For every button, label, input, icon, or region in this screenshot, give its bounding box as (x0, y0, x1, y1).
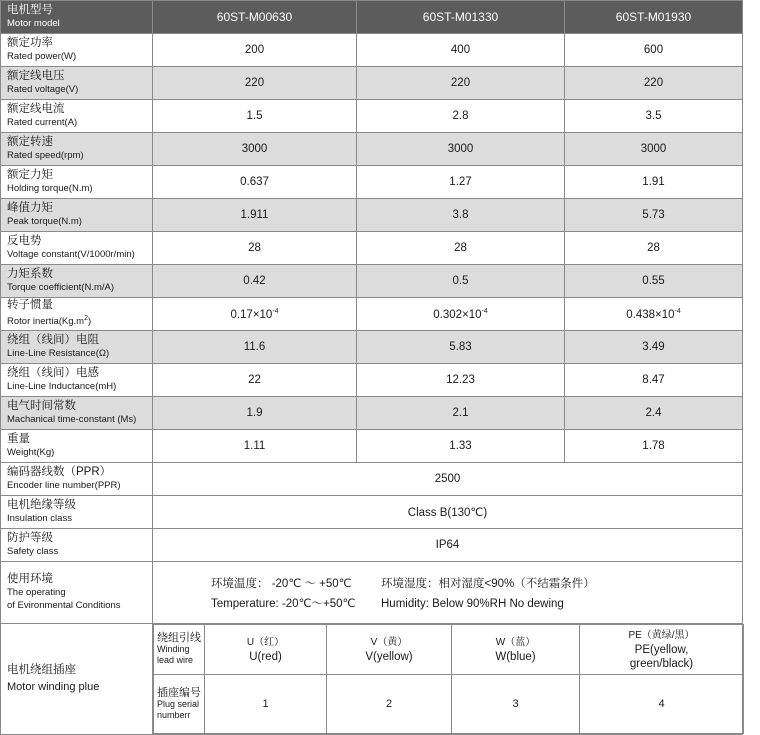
model-3: 60ST-M01930 (565, 1, 743, 34)
table-cell: 1.78 (565, 430, 743, 463)
plug-3: 3 (452, 675, 580, 734)
plug-serial-label: 插座编号 Plug serial numberr (154, 675, 205, 734)
table-cell: 3000 (565, 133, 743, 166)
table-cell: 400 (357, 34, 565, 67)
lead-u: U（红） U(red) (205, 625, 327, 675)
row-label: 反电势 Voltage constant(V/1000r/min) (1, 232, 153, 265)
rotor-inertia-row (1, 298, 743, 331)
plug-4: 4 (580, 675, 744, 734)
winding-row (1, 624, 743, 735)
plug-number-row (154, 675, 744, 734)
row-label: 额定转速 Rated speed(rpm) (1, 133, 153, 166)
table-cell: 1.11 (153, 430, 357, 463)
table-cell: 1.91 (565, 166, 743, 199)
table-row (1, 265, 743, 298)
table-cell: 2.1 (357, 397, 565, 430)
lead-pe: PE（黄绿/黑） PE(yellow, green/black) (580, 625, 744, 675)
table-row (1, 67, 743, 100)
table-row (1, 364, 743, 397)
row-label: 电气时间常数 Machanical time-constant (Ms) (1, 397, 153, 430)
row-label: 力矩系数 Torque coefficient(N.m/A) (1, 265, 153, 298)
row-label: 绕组（线间）电阻 Line-Line Resistance(Ω) (1, 331, 153, 364)
table-row (1, 34, 743, 67)
table-row (1, 199, 743, 232)
encoder-value: 2500 (153, 463, 743, 496)
insulation-value: Class B(130℃) (153, 496, 743, 529)
table-cell: 0.5 (357, 265, 565, 298)
table-cell: 0.42 (153, 265, 357, 298)
row-label: 编码器线数（PPR） Encoder line number(PPR) (1, 463, 153, 496)
table-row (1, 430, 743, 463)
table-cell: 220 (153, 67, 357, 100)
row-label: 峰值力矩 Peak torque(N.m) (1, 199, 153, 232)
table-cell: 12.23 (357, 364, 565, 397)
table-cell: 2.4 (565, 397, 743, 430)
table-row (1, 397, 743, 430)
model-2: 60ST-M01330 (357, 1, 565, 34)
table-cell: 220 (565, 67, 743, 100)
row-label: 防护等级 Safety class (1, 529, 153, 562)
table-row (1, 331, 743, 364)
row-label: 额定功率 Rated power(W) (1, 34, 153, 67)
table-cell: 5.83 (357, 331, 565, 364)
table-cell: 8.47 (565, 364, 743, 397)
insulation-row (1, 496, 743, 529)
row-label: 额定力矩 Holding torque(N.m) (1, 166, 153, 199)
row-label: 电机绕组插座 Motor winding plue (1, 624, 153, 735)
row-label: 重量 Weight(Kg) (1, 430, 153, 463)
row-label: 转子惯量 Rotor $inertia(Kg.m^2)$ (1, 298, 153, 331)
lead-v: V（黄） V(yellow) (327, 625, 452, 675)
table-cell: $0.17\times 10^{-4}$ (153, 298, 357, 331)
table-cell: 1.9 (153, 397, 357, 430)
table-row (1, 166, 743, 199)
encoder-row (1, 463, 743, 496)
table-cell: 200 (153, 34, 357, 67)
table-cell: 220 (357, 67, 565, 100)
row-label: 使用环境 The operating of Evironmental Conditions (1, 562, 153, 624)
table-cell: 1.5 (153, 100, 357, 133)
model-1: 60ST-M00630 (153, 1, 357, 34)
safety-value: IP64 (153, 529, 743, 562)
table-cell: 1.27 (357, 166, 565, 199)
table-cell: 22 (153, 364, 357, 397)
table-cell: 3.8 (357, 199, 565, 232)
plug-1: 1 (205, 675, 327, 734)
table-cell: 0.55 (565, 265, 743, 298)
table-cell: $0.302\times 10^{-4}$ (357, 298, 565, 331)
table-cell: $0.438\times 10^{-4}$ (565, 298, 743, 331)
safety-row (1, 529, 743, 562)
table-cell: 28 (153, 232, 357, 265)
table-row (1, 133, 743, 166)
table-cell: 1.33 (357, 430, 565, 463)
table-cell: 28 (357, 232, 565, 265)
table-row (1, 100, 743, 133)
row-label: 绕组（线间）电感 Line-Line Inductance(mH) (1, 364, 153, 397)
table-cell: 2.8 (357, 100, 565, 133)
table-cell: 3000 (153, 133, 357, 166)
header-row (1, 1, 743, 34)
table-cell: 0.637 (153, 166, 357, 199)
table-cell: 5.73 (565, 199, 743, 232)
table-cell: 600 (565, 34, 743, 67)
table-cell: 3.5 (565, 100, 743, 133)
motor-model-label: 电机型号 Motor model (1, 1, 153, 34)
row-label: 额定线电流 Rated current(A) (1, 100, 153, 133)
environment-conditions: 环境温度： -20℃ ～ +50℃ 环境湿度：相对湿度<90%（不结霜条件） Temperature: -20℃～+50℃ Humidity: Below 90%RH No dewing (153, 562, 743, 624)
lead-w: W（蓝） W(blue) (452, 625, 580, 675)
plug-2: 2 (327, 675, 452, 734)
table-cell: 3000 (357, 133, 565, 166)
table-cell: 28 (565, 232, 743, 265)
table-cell: 3.49 (565, 331, 743, 364)
table-cell: 11.6 (153, 331, 357, 364)
table-cell: 1.911 (153, 199, 357, 232)
lead-wire-row (154, 625, 744, 675)
row-label: 电机绝缘等级 Insulation class (1, 496, 153, 529)
table-row (1, 232, 743, 265)
wiring-table (153, 624, 744, 734)
lead-wire-label: 绕组引线 Winding lead wire (154, 625, 205, 675)
row-label: 额定线电压 Rated voltage(V) (1, 67, 153, 100)
environment-row (1, 562, 743, 624)
wiring-subtable-cell (153, 624, 743, 735)
